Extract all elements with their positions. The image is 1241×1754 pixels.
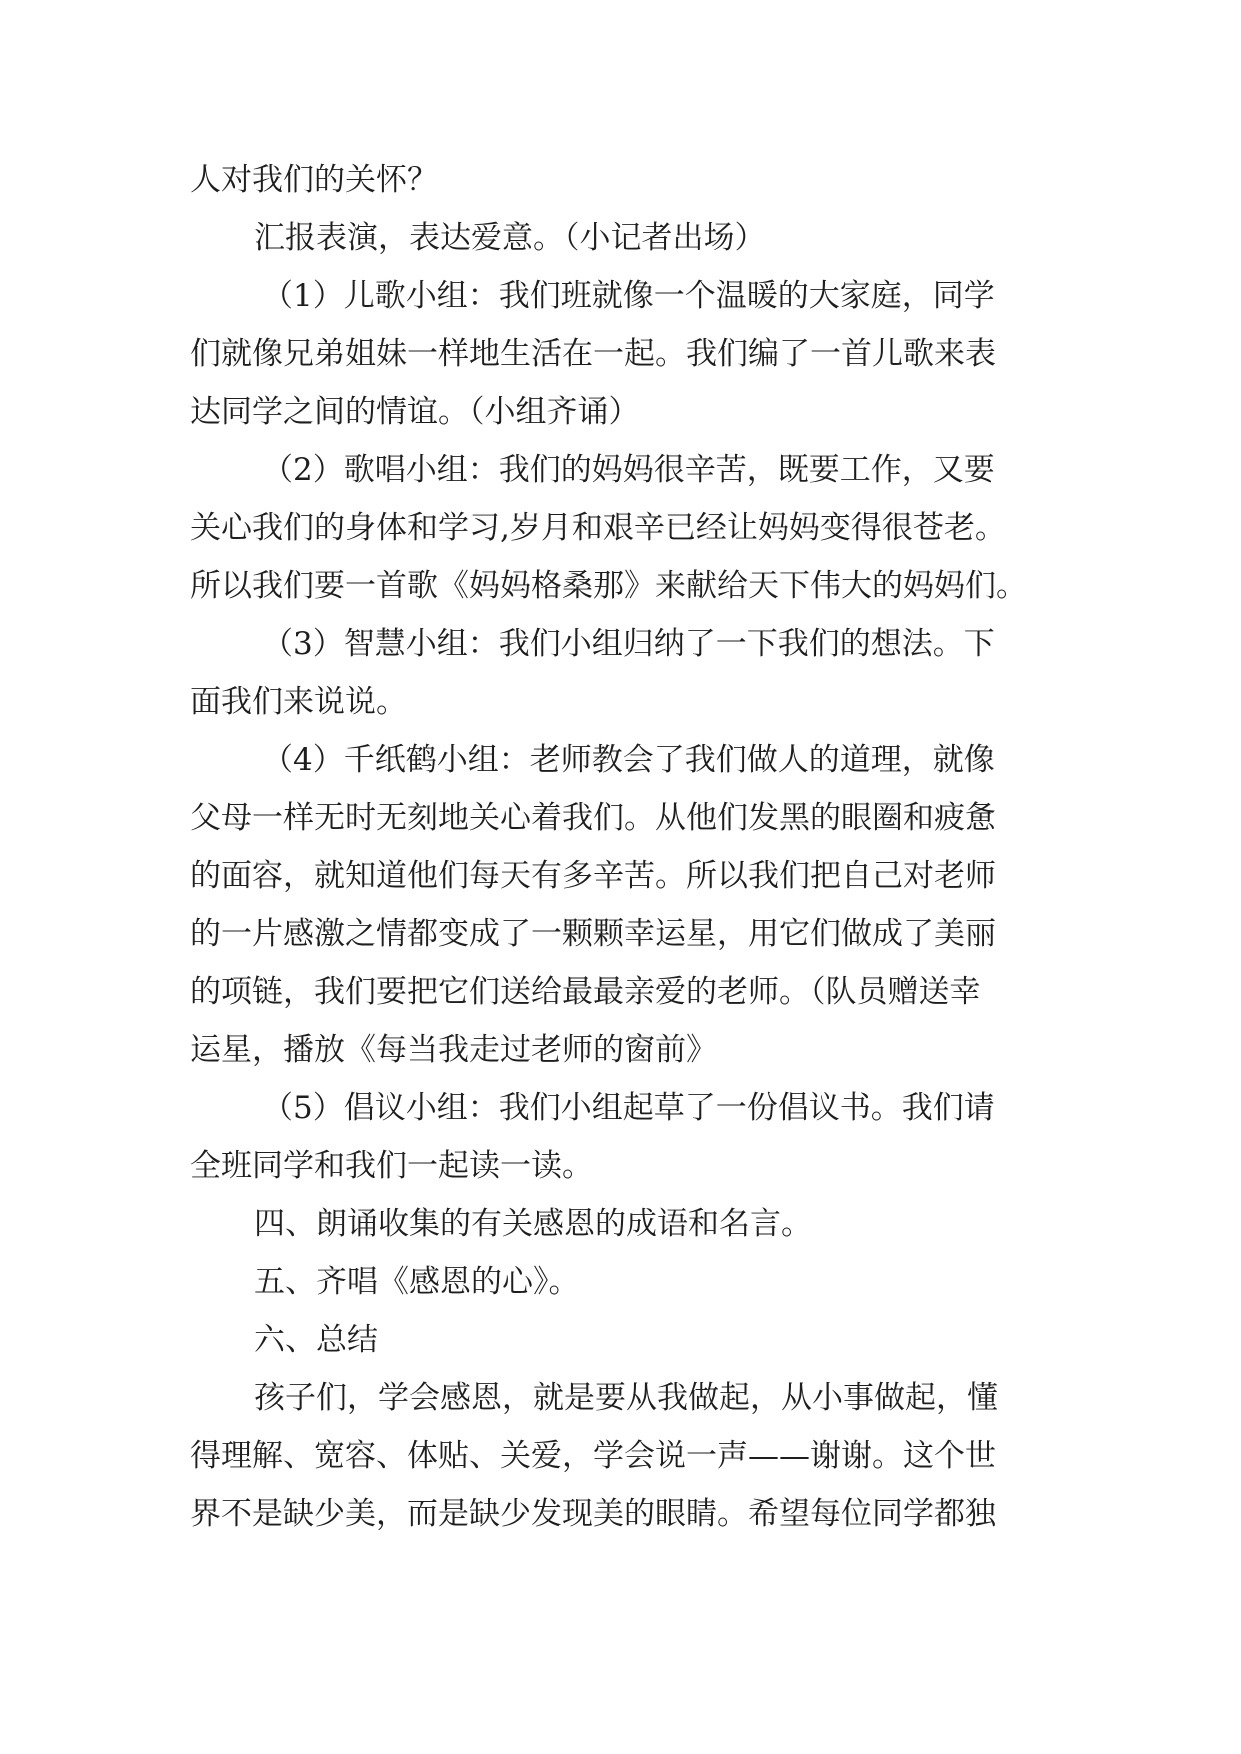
text-line: 所以我们要一首歌《妈妈格桑那》来献给天下伟大的妈妈们。: [190, 568, 1027, 604]
text-line: （4）千纸鹤小组：老师教会了我们做人的道理，就像: [262, 742, 995, 778]
text-line: 的一片感激之情都变成了一颗颗幸运星，用它们做成了美丽: [190, 916, 996, 952]
text-line: 得理解、宽容、体贴、关爱，学会说一声——谢谢。这个世: [190, 1438, 996, 1474]
text-line: （5）倡议小组：我们小组起草了一份倡议书。我们请: [262, 1090, 995, 1126]
text-line: 四、朗诵收集的有关感恩的成语和名言。: [254, 1206, 812, 1242]
text-line: 五、齐唱《感恩的心》。: [254, 1264, 580, 1300]
text-line: （2）歌唱小组：我们的妈妈很辛苦，既要工作，又要: [262, 452, 995, 488]
text-line: 父母一样无时无刻地关心着我们。从他们发黑的眼圈和疲惫: [190, 800, 996, 836]
text-line: 界不是缺少美，而是缺少发现美的眼睛。希望每位同学都独: [190, 1496, 996, 1532]
text-line: 关心我们的身体和学习,岁月和艰辛已经让妈妈变得很苍老。: [190, 510, 1006, 546]
text-line: 六、总结: [254, 1322, 378, 1358]
text-line: 的面容，就知道他们每天有多辛苦。所以我们把自己对老师: [190, 858, 996, 894]
text-line: 汇报表演，表达爱意。（小记者出场）: [254, 220, 766, 256]
text-line: 全班同学和我们一起读一读。: [190, 1148, 593, 1184]
text-line: （3）智慧小组：我们小组归纳了一下我们的想法。下: [262, 626, 995, 662]
text-line: 运星，播放《每当我走过老师的窗前》: [190, 1032, 717, 1068]
text-line: 达同学之间的情谊。（小组齐诵）: [190, 394, 640, 430]
text-line: 面我们来说说。: [190, 684, 407, 720]
text-line: 的项链，我们要把它们送给最最亲爱的老师。（队员赠送幸: [190, 974, 981, 1010]
text-line: 人对我们的关怀？: [190, 162, 438, 198]
text-line: 孩子们，学会感恩，就是要从我做起，从小事做起，懂: [254, 1380, 998, 1416]
text-line: 们就像兄弟姐妹一样地生活在一起。我们编了一首儿歌来表: [190, 336, 996, 372]
text-line: （1）儿歌小组：我们班就像一个温暖的大家庭，同学: [262, 278, 995, 314]
